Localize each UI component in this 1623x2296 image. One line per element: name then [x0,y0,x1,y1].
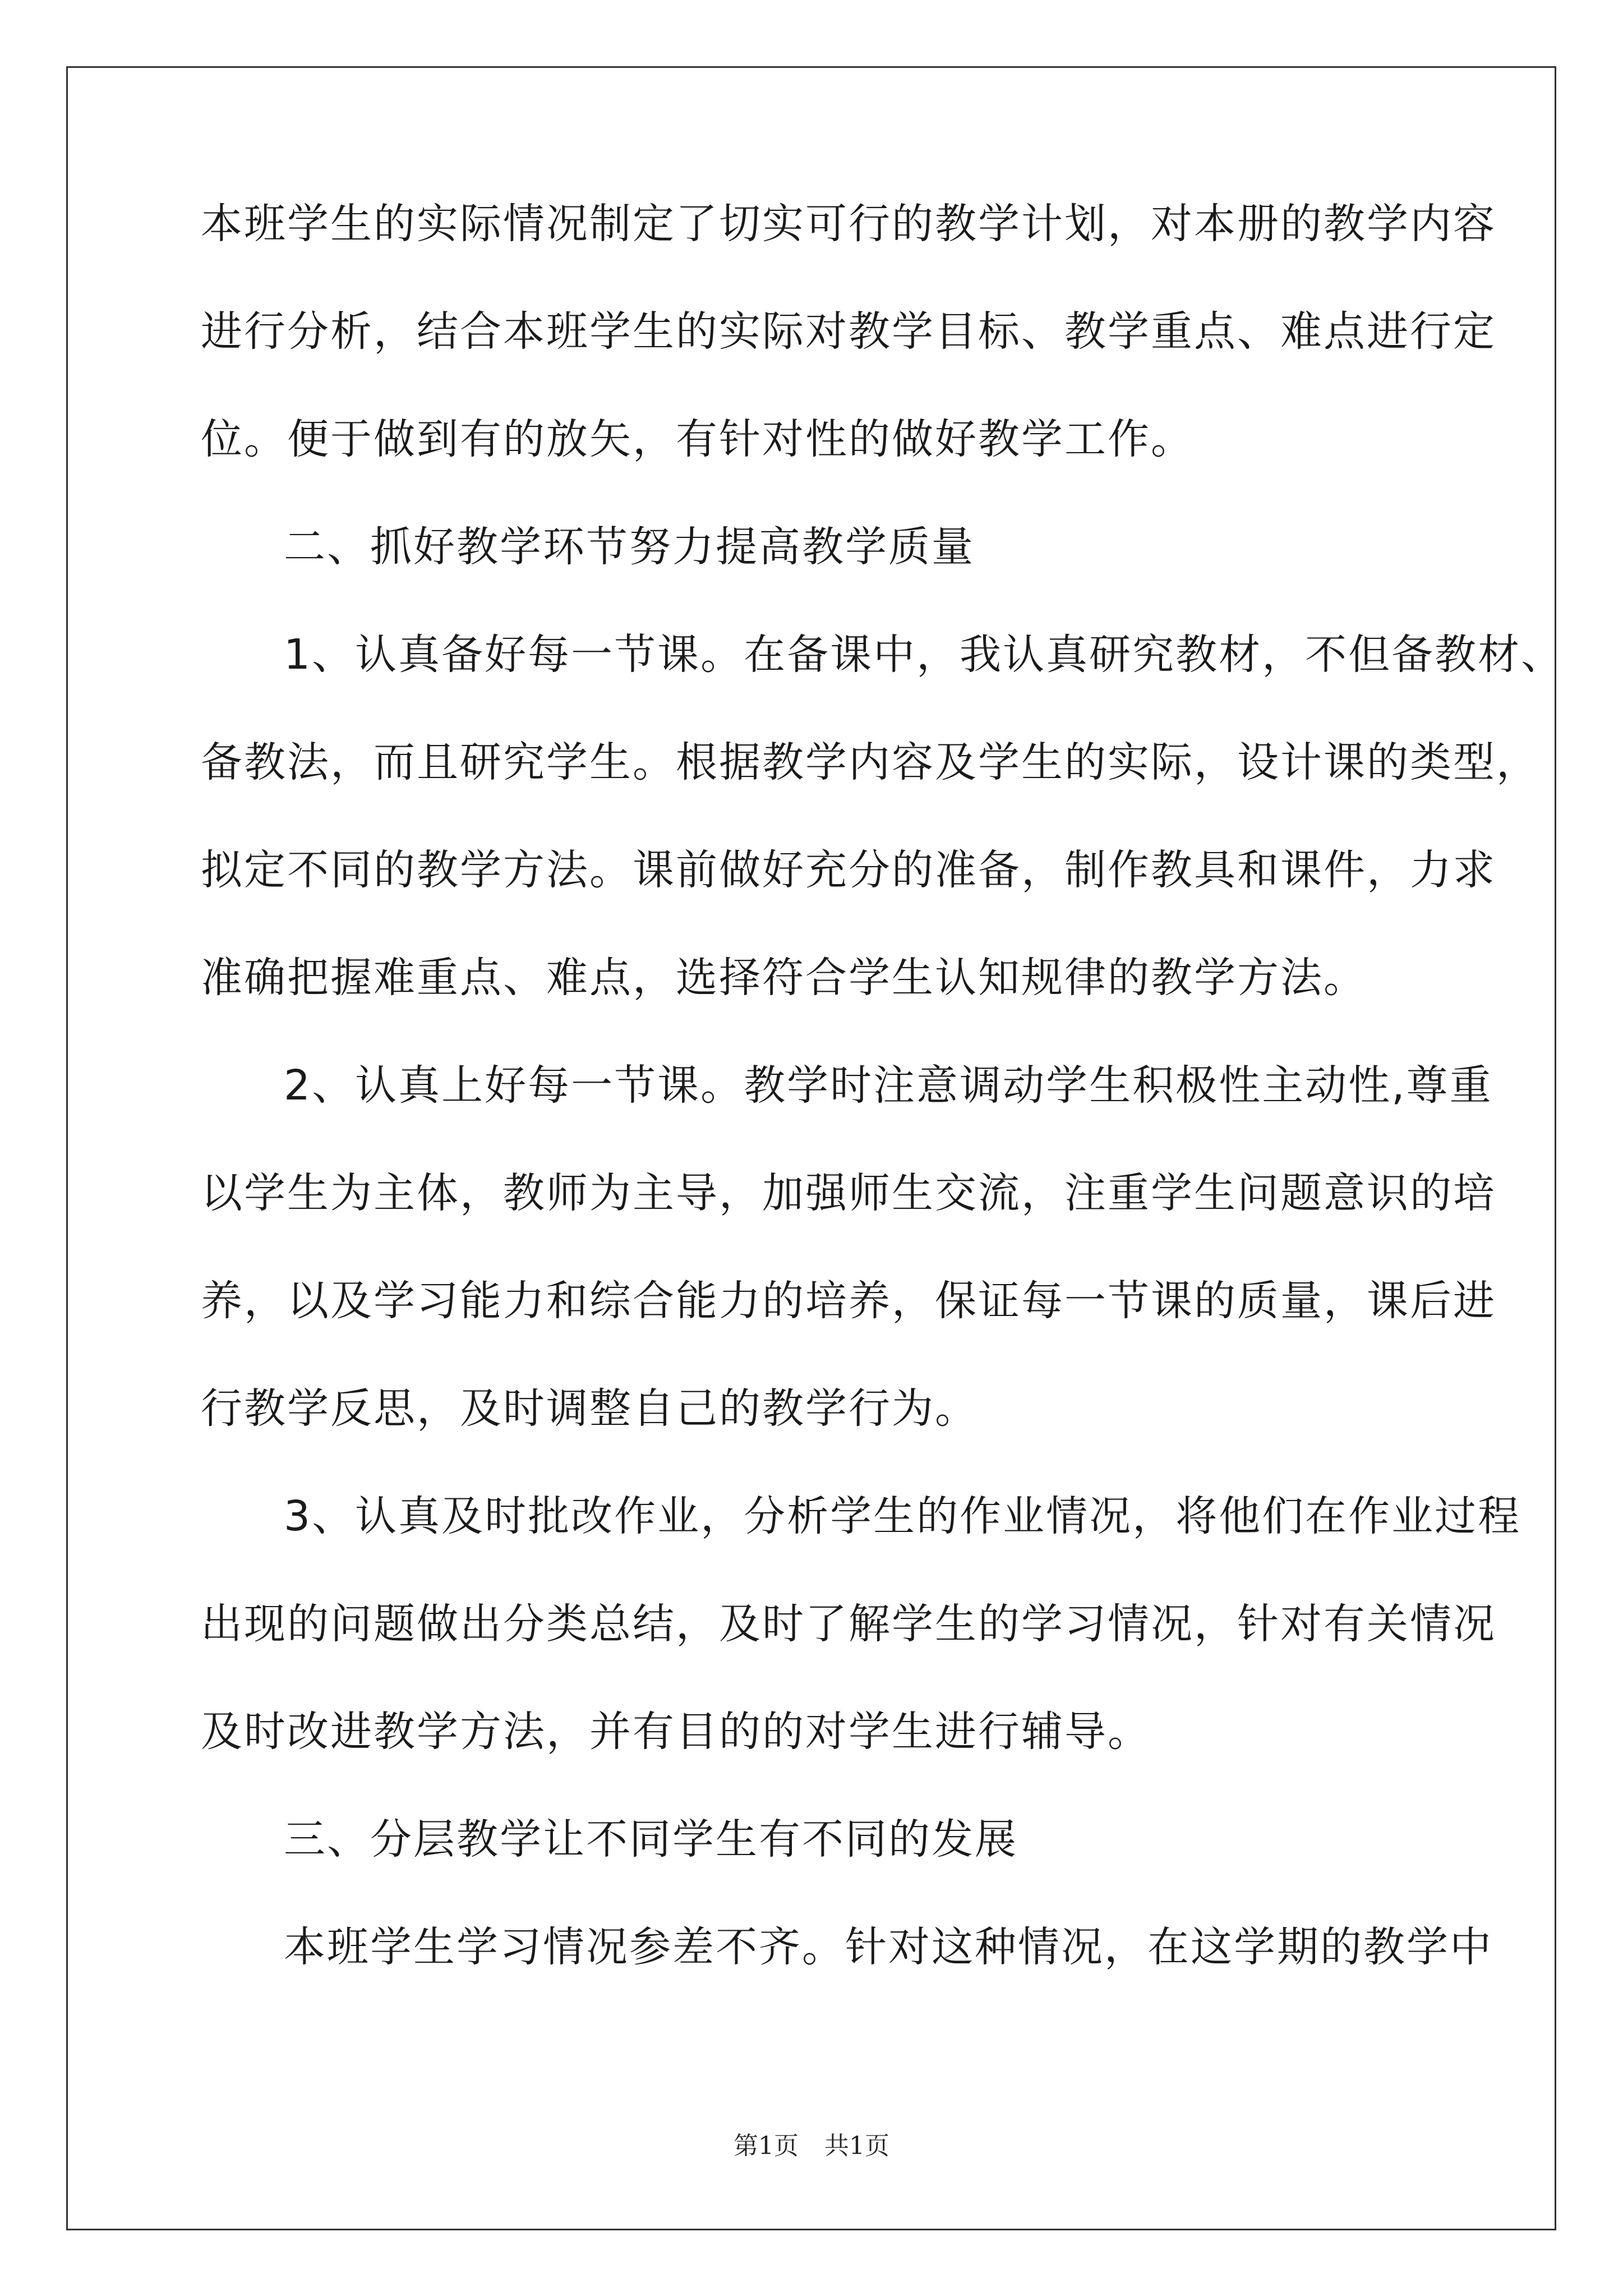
text-line-10: 以学生为主体，教师为主导，加强师生交流，注重学生问题意识的培 [201,1169,1496,1217]
text-line-7: 拟定不同的教学方法。课前做好充分的准备，制作教具和课件，力求 [201,846,1496,894]
text-line-11: 养，以及学习能力和综合能力的培养，保证每一节课的质量，课后进 [201,1277,1496,1325]
page-footer [0,2131,1623,2162]
text-line-13: 3、认真及时批改作业，分析学生的作业情况，将他们在作业过程 [284,1492,1521,1540]
text-line-5: 1、认真备好每一节课。在备课中，我认真研究教材，不但备教材、 [284,631,1565,679]
text-line-3: 位。便于做到有的放矢，有针对性的做好教学工作。 [201,415,1194,463]
page-number: 第1页 [734,2132,799,2160]
text-line-14: 出现的问题做出分类总结，及时了解学生的学习情况，针对有关情况 [201,1600,1496,1648]
text-line-15: 及时改进教学方法，并有目的的对学生进行辅导。 [201,1708,1151,1756]
text-line-17: 本班学生学习情况参差不齐。针对这种情况，在这学期的教学中 [284,1923,1493,1971]
section-heading-2: 二、抓好教学环节努力提高教学质量 [284,523,975,571]
document-body [201,196,1565,2027]
text-line-1: 本班学生的实际情况制定了切实可行的教学计划，对本册的教学内容 [201,200,1496,248]
section-heading-3: 三、分层教学让不同学生有不同的发展 [284,1815,1018,1864]
text-line-2: 进行分析，结合本班学生的实际对教学目标、教学重点、难点进行定 [201,307,1496,356]
text-line-8: 准确把握难重点、难点，选择符合学生认知规律的教学方法。 [201,954,1367,1002]
text-line-12: 行教学反思，及时调整自己的教学行为。 [201,1384,978,1433]
text-line-6: 备教法，而且研究学生。根据教学内容及学生的实际，设计课的类型， [201,738,1539,786]
page-total: 共1页 [824,2132,889,2160]
text-line-9: 2、认真上好每一节课。教学时注意调动学生积极性主动性,尊重 [284,1061,1493,1110]
